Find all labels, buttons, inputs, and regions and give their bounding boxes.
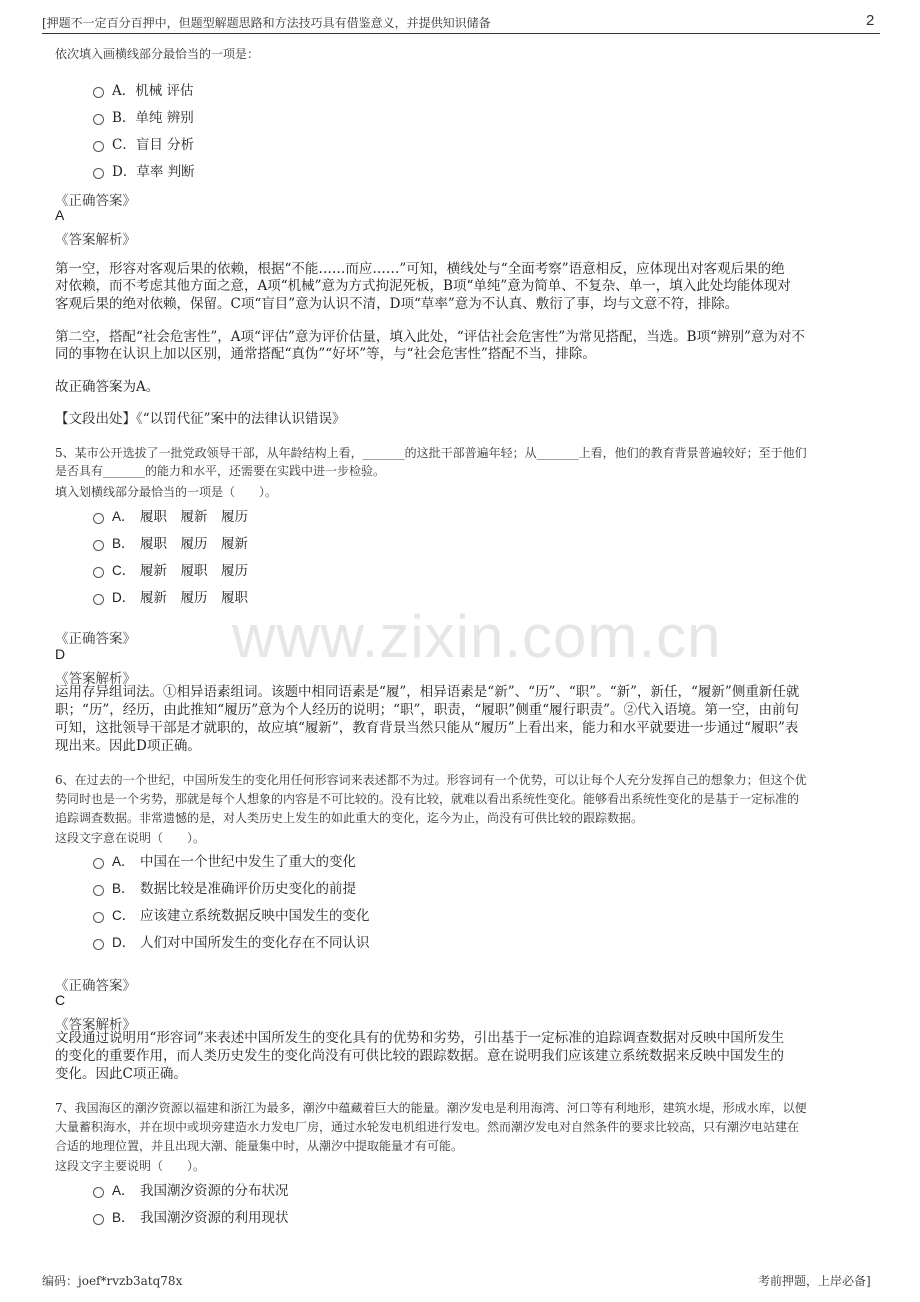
q4-option-d[interactable]: D．草率 判断 <box>93 160 195 180</box>
q6-option-c[interactable]: C． 应该建立系统数据反映中国发生的变化 <box>93 904 370 924</box>
watermark: www.zixin.com.cn <box>232 603 722 670</box>
radio-icon[interactable] <box>93 885 104 896</box>
radio-icon[interactable] <box>93 1187 104 1198</box>
q4-analysis-p2-l1: 第二空，搭配“社会危害性”，A项“评估”意为评价估量，填入此处，“评估社会危害性”为常见搭配，当选。B项“辨别”意为对不 <box>55 329 805 345</box>
radio-icon[interactable] <box>93 540 104 551</box>
q4-analysis-label: 《答案解析》 <box>55 232 136 248</box>
page-number: 2 <box>866 12 875 29</box>
q7-stem-l2: 大量蓄积海水，并在坝中或坝旁建造水力发电厂房，通过水轮发电机组进行发电。然而潮汐发电对自然条件的要求比较高，只有潮汐电站建在 <box>55 1120 800 1134</box>
radio-icon[interactable] <box>93 141 104 152</box>
q5-stem-l1: 5、某市公开选拔了一批党政领导干部，从年龄结构上看，_______的这批干部普遍年轻；从_______上看，他们的教育背景普遍较好；至于他们 <box>55 446 807 460</box>
q7-option-a[interactable]: A． 我国潮汐资源的分布状况 <box>93 1179 289 1199</box>
footer-code: 编码：joef*rvzb3atq78x <box>42 1274 183 1288</box>
q6-option-d[interactable]: D． 人们对中国所发生的变化存在不同认识 <box>93 931 370 951</box>
q5-answer: D <box>55 646 66 662</box>
q5-option-d[interactable]: D． 履新 履历 履职 <box>93 586 248 606</box>
q7-stem-l1: 7、我国海区的潮汐资源以福建和浙江为最多，潮汐中蕴藏着巨大的能量。潮汐发电是利用海湾、河口等有利地形，建筑水堤，形成水库，以便 <box>55 1101 807 1115</box>
q5-option-a[interactable]: A． 履职 履新 履历 <box>93 505 248 525</box>
radio-icon[interactable] <box>93 87 104 98</box>
q6-stem-l2: 势同时也是一个劣势，那就是每个人想象的内容是不可比较的。没有比较，就难以看出系统性变化。能够看出系统性变化的是基于一定标准的 <box>55 792 800 806</box>
q6-analysis-l2: 的变化的重要作用，而人类历史发生的变化尚没有可供比较的跟踪数据。意在说明我们应该建立系统数据来反映中国发生的 <box>55 1048 784 1064</box>
radio-icon[interactable] <box>93 1214 104 1225</box>
header-disclaimer: [押题不一定百分百押中，但题型解题思路和方法技巧具有借鉴意义，并提供知识储备 <box>42 16 491 30</box>
radio-icon[interactable] <box>93 567 104 578</box>
q5-analysis-l1: 运用存异组词法。①相异语素组词。该题中相同语素是“履”，相异语素是“新”、“历”、“职”。“新”，新任，“履新”侧重新任就 <box>55 684 800 700</box>
q6-stem-l3: 追踪调查数据。非常遗憾的是，对人类历史上发生的如此重大的变化，迄今为止，尚没有可供比较的跟踪数据。 <box>55 811 644 825</box>
q5-analysis-l2: 职；“历”，经历，由此推知“履历”意为个人经历的说明；“职”，职责，“履职”侧重“履行职责”。②代入语境。第一空，由前句 <box>55 702 800 718</box>
footer-slogan: 考前押题，上岸必备] <box>758 1274 871 1288</box>
q6-correct-label: 《正确答案》 <box>55 978 136 994</box>
q4-option-c[interactable]: C．盲目 分析 <box>93 133 194 153</box>
q6-option-a[interactable]: A． 中国在一个世纪中发生了重大的变化 <box>93 850 356 870</box>
q5-option-c[interactable]: C． 履新 履职 履历 <box>93 559 248 579</box>
q5-analysis-l3: 可知，这批领导干部是才就职的，故应填“履新”，教育背景当然只能从“履历”上看出来，能力和水平就要进一步通过“履职”表 <box>55 720 799 736</box>
radio-icon[interactable] <box>93 513 104 524</box>
q4-option-a[interactable]: A．机械 评估 <box>93 79 194 99</box>
q6-analysis-l1: 文段通过说明用“形容词”来表述中国所发生的变化具有的优势和劣势，引出基于一定标准的追踪调查数据对反映中国所发生 <box>55 1030 785 1046</box>
q6-prompt: 这段文字意在说明（ ）。 <box>55 831 206 845</box>
q7-stem-l3: 合适的地理位置，并且出现大潮、能量集中时，从潮汐中提取能量才有可能。 <box>55 1139 464 1153</box>
radio-icon[interactable] <box>93 858 104 869</box>
q6-analysis-l3: 变化。因此C项正确。 <box>55 1066 187 1082</box>
q5-correct-label: 《正确答案》 <box>55 631 136 647</box>
q5-option-b[interactable]: B． 履职 履历 履新 <box>93 532 248 552</box>
q4-correct-label: 《正确答案》 <box>55 193 136 209</box>
q5-analysis-l4: 现出来。因此D项正确。 <box>55 738 201 754</box>
q4-conclusion: 故正确答案为A。 <box>55 379 160 395</box>
q4-answer: A <box>55 207 65 223</box>
q7-prompt: 这段文字主要说明（ ）。 <box>55 1159 206 1173</box>
radio-icon[interactable] <box>93 594 104 605</box>
q4-analysis-p1-l2: 对依赖，而不考虑其他方面之意，A项“机械”意为方式拘泥死板，B项“单纯”意为简单、不复杂、单一，填入此处均能体现对 <box>55 278 791 294</box>
q6-analysis-label: 《答案解析》 <box>55 1017 136 1033</box>
radio-icon[interactable] <box>93 912 104 923</box>
radio-icon[interactable] <box>93 114 104 125</box>
header-divider <box>42 33 880 34</box>
q5-stem-l2: 是否具有_______的能力和水平，还需要在实践中进一步检验。 <box>55 464 386 478</box>
q4-prompt: 依次填入画横线部分最恰当的一项是： <box>55 47 260 61</box>
q7-option-b[interactable]: B． 我国潮汐资源的利用现状 <box>93 1206 289 1226</box>
q4-analysis-p2-l2: 同的事物在认识上加以区别，通常搭配“真伪”“好坏”等，与“社会危害性”搭配不当，排除。 <box>55 346 596 362</box>
q6-stem-l1: 6、在过去的一个世纪，中国所发生的变化用任何形容词来表述都不为过。形容词有一个优势，可以让每个人充分发挥自己的想象力；但这个优 <box>55 773 807 787</box>
q4-analysis-p1-l1: 第一空，形容对客观后果的依赖，根据“不能……而应……”可知，横线处与“全面考察”语意相反，应体现出对客观后果的绝 <box>55 261 785 277</box>
radio-icon[interactable] <box>93 168 104 179</box>
q4-source: 【文段出处】《“以罚代征”案中的法律认识错误》 <box>55 411 346 427</box>
q5-prompt: 填入划横线部分最恰当的一项是（ ）。 <box>55 485 278 499</box>
radio-icon[interactable] <box>93 939 104 950</box>
q6-option-b[interactable]: B． 数据比较是准确评价历史变化的前提 <box>93 877 356 897</box>
q4-option-b[interactable]: B．单纯 辨别 <box>93 106 194 126</box>
q5-analysis-label: 《答案解析》 <box>55 671 136 687</box>
q6-answer: C <box>55 992 66 1008</box>
q4-analysis-p1-l3: 客观后果的绝对依赖，保留。C项“盲目”意为认识不清，D项“草率”意为不认真、敷衍了事，均与文意不符，排除。 <box>55 296 739 312</box>
